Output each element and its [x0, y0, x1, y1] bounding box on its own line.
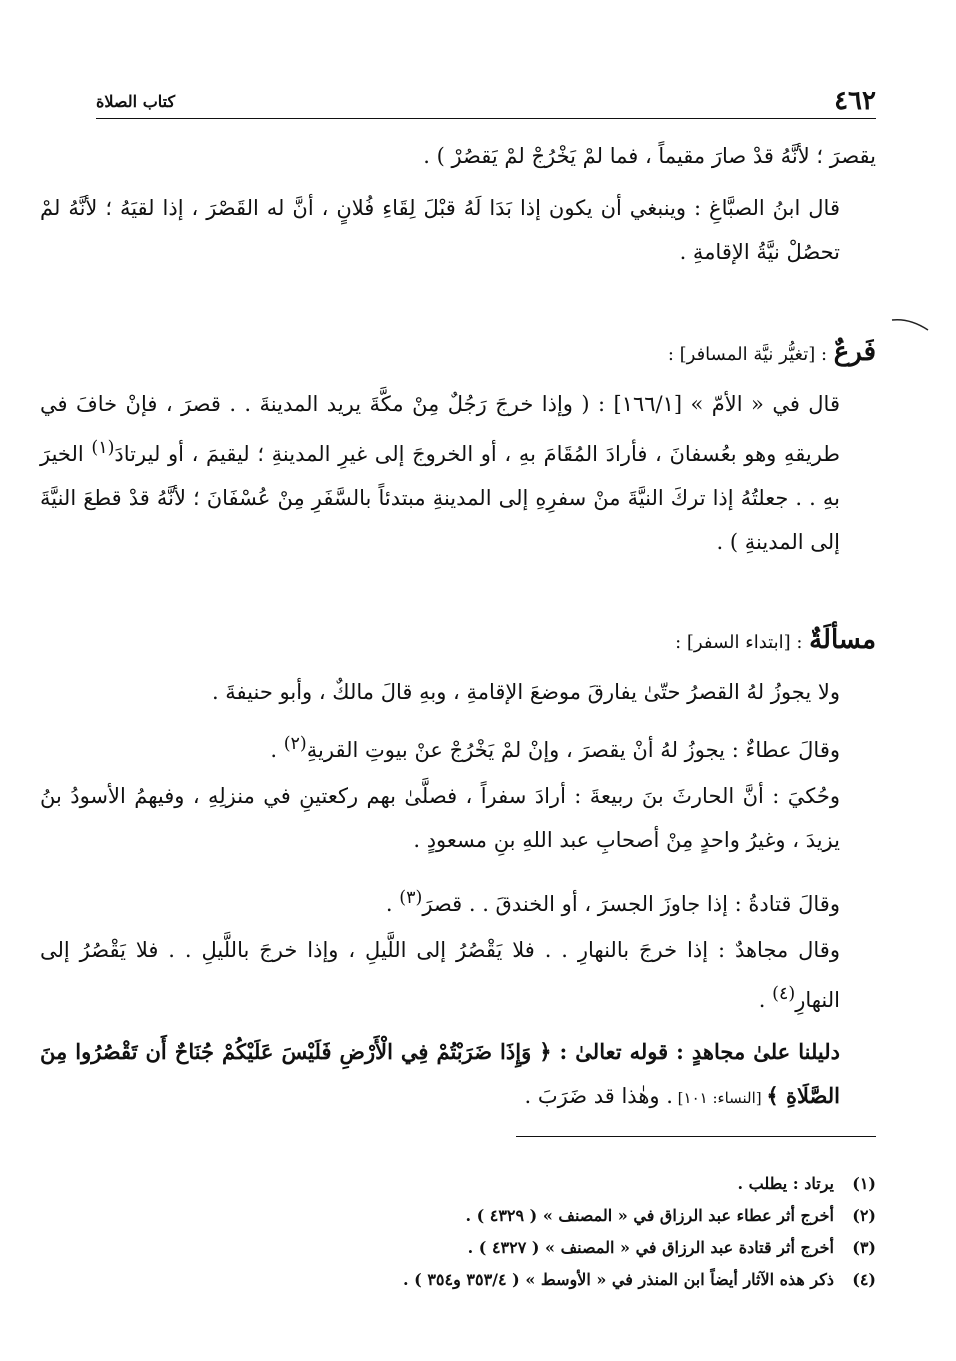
evidence-lead: دليلنا علىٰ مجاهدٍ : قوله تعالىٰ : [551, 1039, 840, 1064]
footnote-text: أخرج أثر عطاء عبد الرزاق في « المصنف » ( ٤٣٢٩ ) . [465, 1206, 834, 1225]
paragraph-text: الخيرَ بهِ . . جعلتُهُ إذا تركَ النيَّةَ منْ سفرِهِ إلى المدينةِ مبتدئاً بالسَّفَرِ مِنْ عُسْفَانَ ؛ لأنَّهُ قدْ قطعَ النيَّةَ إلى المدينةِ ) . [40, 442, 840, 554]
paragraph-harith [40, 774, 876, 862]
paragraph-end: . [385, 892, 400, 916]
footnote-number: (٢) [852, 1206, 876, 1225]
footnote-item [76, 1200, 876, 1232]
quran-verse: ﴿ وَإِذَا ضَرَبْتُمْ فِي الْأَرْضِ فَلَيْسَ عَلَيْكُمْ جُنَاحٌ أَن تَقْصُرُوا مِنَ الصَّلَاةِ ﴾ [40, 1039, 840, 1108]
paragraph-text: يقصرَ ؛ لأنَّهُ قدْ صارَ مقيماً ، فما لمْ يَخْرُجْ لمْ يَقصُرْ ) . [423, 144, 876, 168]
footnote-text: أخرج أثر قتادة عبد الرزاق في « المصنف » ( ٤٣٢٧ ) . [467, 1238, 834, 1257]
page-number: ٤٦٢ [834, 86, 876, 116]
paragraph-ibn-sabbagh [40, 186, 876, 274]
paragraph-end: . [758, 988, 773, 1012]
paragraph-text: قال ابنُ الصبَّاغِ : وينبغي أن يكون إذا بَدَا لَهُ قبْلَ لِقَاءِ فُلانٍ ، أنَّ له القَصْرَ ، إذا لقيَهُ ؛ لأنَّهُ لمْ تحصُلْ نيَّةُ الإقامةِ . [40, 196, 840, 264]
footnote-item [76, 1232, 876, 1264]
page-header [96, 84, 876, 119]
verse-reference: [النساء: ١٠١] [672, 1089, 767, 1107]
paragraph-al-umm [40, 382, 876, 564]
paragraph-ata [40, 722, 876, 772]
paragraph-ruling [40, 670, 876, 714]
paragraph-text: ولا يجوزُ لهُ القصرُ حتّىٰ يفارقَ موضعَ الإقامةِ ، وبهِ قالَ مالكٌ ، وأبو حنيفةَ . [211, 680, 840, 704]
masala-heading-note: : [ابتداء السفر] : [675, 632, 803, 653]
margin-stroke [890, 316, 930, 332]
paragraph-text: وقالَ قتادةُ : إذا جاوزَ الجسرَ ، أو الخندقَ . . قصرَ [422, 892, 840, 916]
paragraph-end: . [270, 738, 284, 762]
footnote-item [76, 1168, 876, 1200]
paragraph-text: قال في « الأمّ » [١٦٦/١] : ( وإذا خرجَ رَجُلٌ مِنْ مكَّةَ يريد المدينةَ . . قصرَ ، فإنْ خافَ في طريقهِ وهو بعُسفانَ ، فأرادَ المُقَامَ بهِ ، أو الخروجَ إلى غيرِ المدينةِ ؛ ليقيمَ ، أو ليرتادَ [40, 392, 840, 466]
masala-heading [76, 618, 876, 665]
footnotes [76, 1168, 876, 1296]
paragraph-evidence [40, 1030, 876, 1120]
footnote-ref: (٣) [399, 888, 423, 908]
paragraph-text: وقال مجاهدٌ : إذا خرجَ بالنهارِ . . فلا يَقْصُرُ إلى اللَّيلِ ، وإذا خرجَ باللَّيلِ . . فلا يَقْصُرُ إلى النهارِ [40, 938, 840, 1012]
far-heading-word: فَرعٌ [833, 337, 876, 367]
footnote-ref: (٢) [283, 734, 307, 754]
footnote-number: (١) [852, 1174, 876, 1193]
far-heading [76, 330, 876, 377]
footnote-text: يرتاد : يطلب . [737, 1174, 834, 1193]
paragraph-mujahid [40, 928, 876, 1022]
footnote-text: ذكر هذه الآثار أيضاً ابن المنذر في « الأوسط » ( ٣٥٣/٤ و٣٥٤ ) . [403, 1270, 834, 1289]
paragraph-qatada [40, 876, 876, 926]
footnote-number: (٣) [852, 1238, 876, 1257]
paragraph-text: وقالَ عطاءٌ : يجوزُ لهُ أنْ يقصرَ ، وإنْ لمْ يَخْرُجْ عنْ بيوتِ القريةِ [306, 738, 840, 762]
footnote-ref: (١) [91, 438, 115, 458]
masala-heading-word: مسألَةٌ [809, 625, 876, 655]
running-title: كتاب الصلاة [96, 92, 176, 111]
paragraph-text: وحُكيَ : أنَّ الحارثَ بنَ ربيعةَ : أرادَ سفراً ، فصلَّىٰ بهم ركعتينِ في منزلِهِ ، وفيهمُ الأسودُ بنُ يزيدَ ، وغيرُ واحدٍ مِنْ أصحابِ عبد اللهِ بنِ مسعودٍ . [40, 784, 840, 852]
paragraph-end: . وهٰذا قد ضَرَبَ . [524, 1084, 673, 1108]
footnote-item [76, 1264, 876, 1296]
paragraph-continuation [76, 134, 876, 178]
footnote-number: (٤) [852, 1270, 876, 1289]
far-heading-note: : [تغيُّر نيَّة المسافر] : [667, 344, 828, 365]
footnote-ref: (٤) [772, 984, 796, 1004]
footnote-separator [516, 1136, 876, 1137]
